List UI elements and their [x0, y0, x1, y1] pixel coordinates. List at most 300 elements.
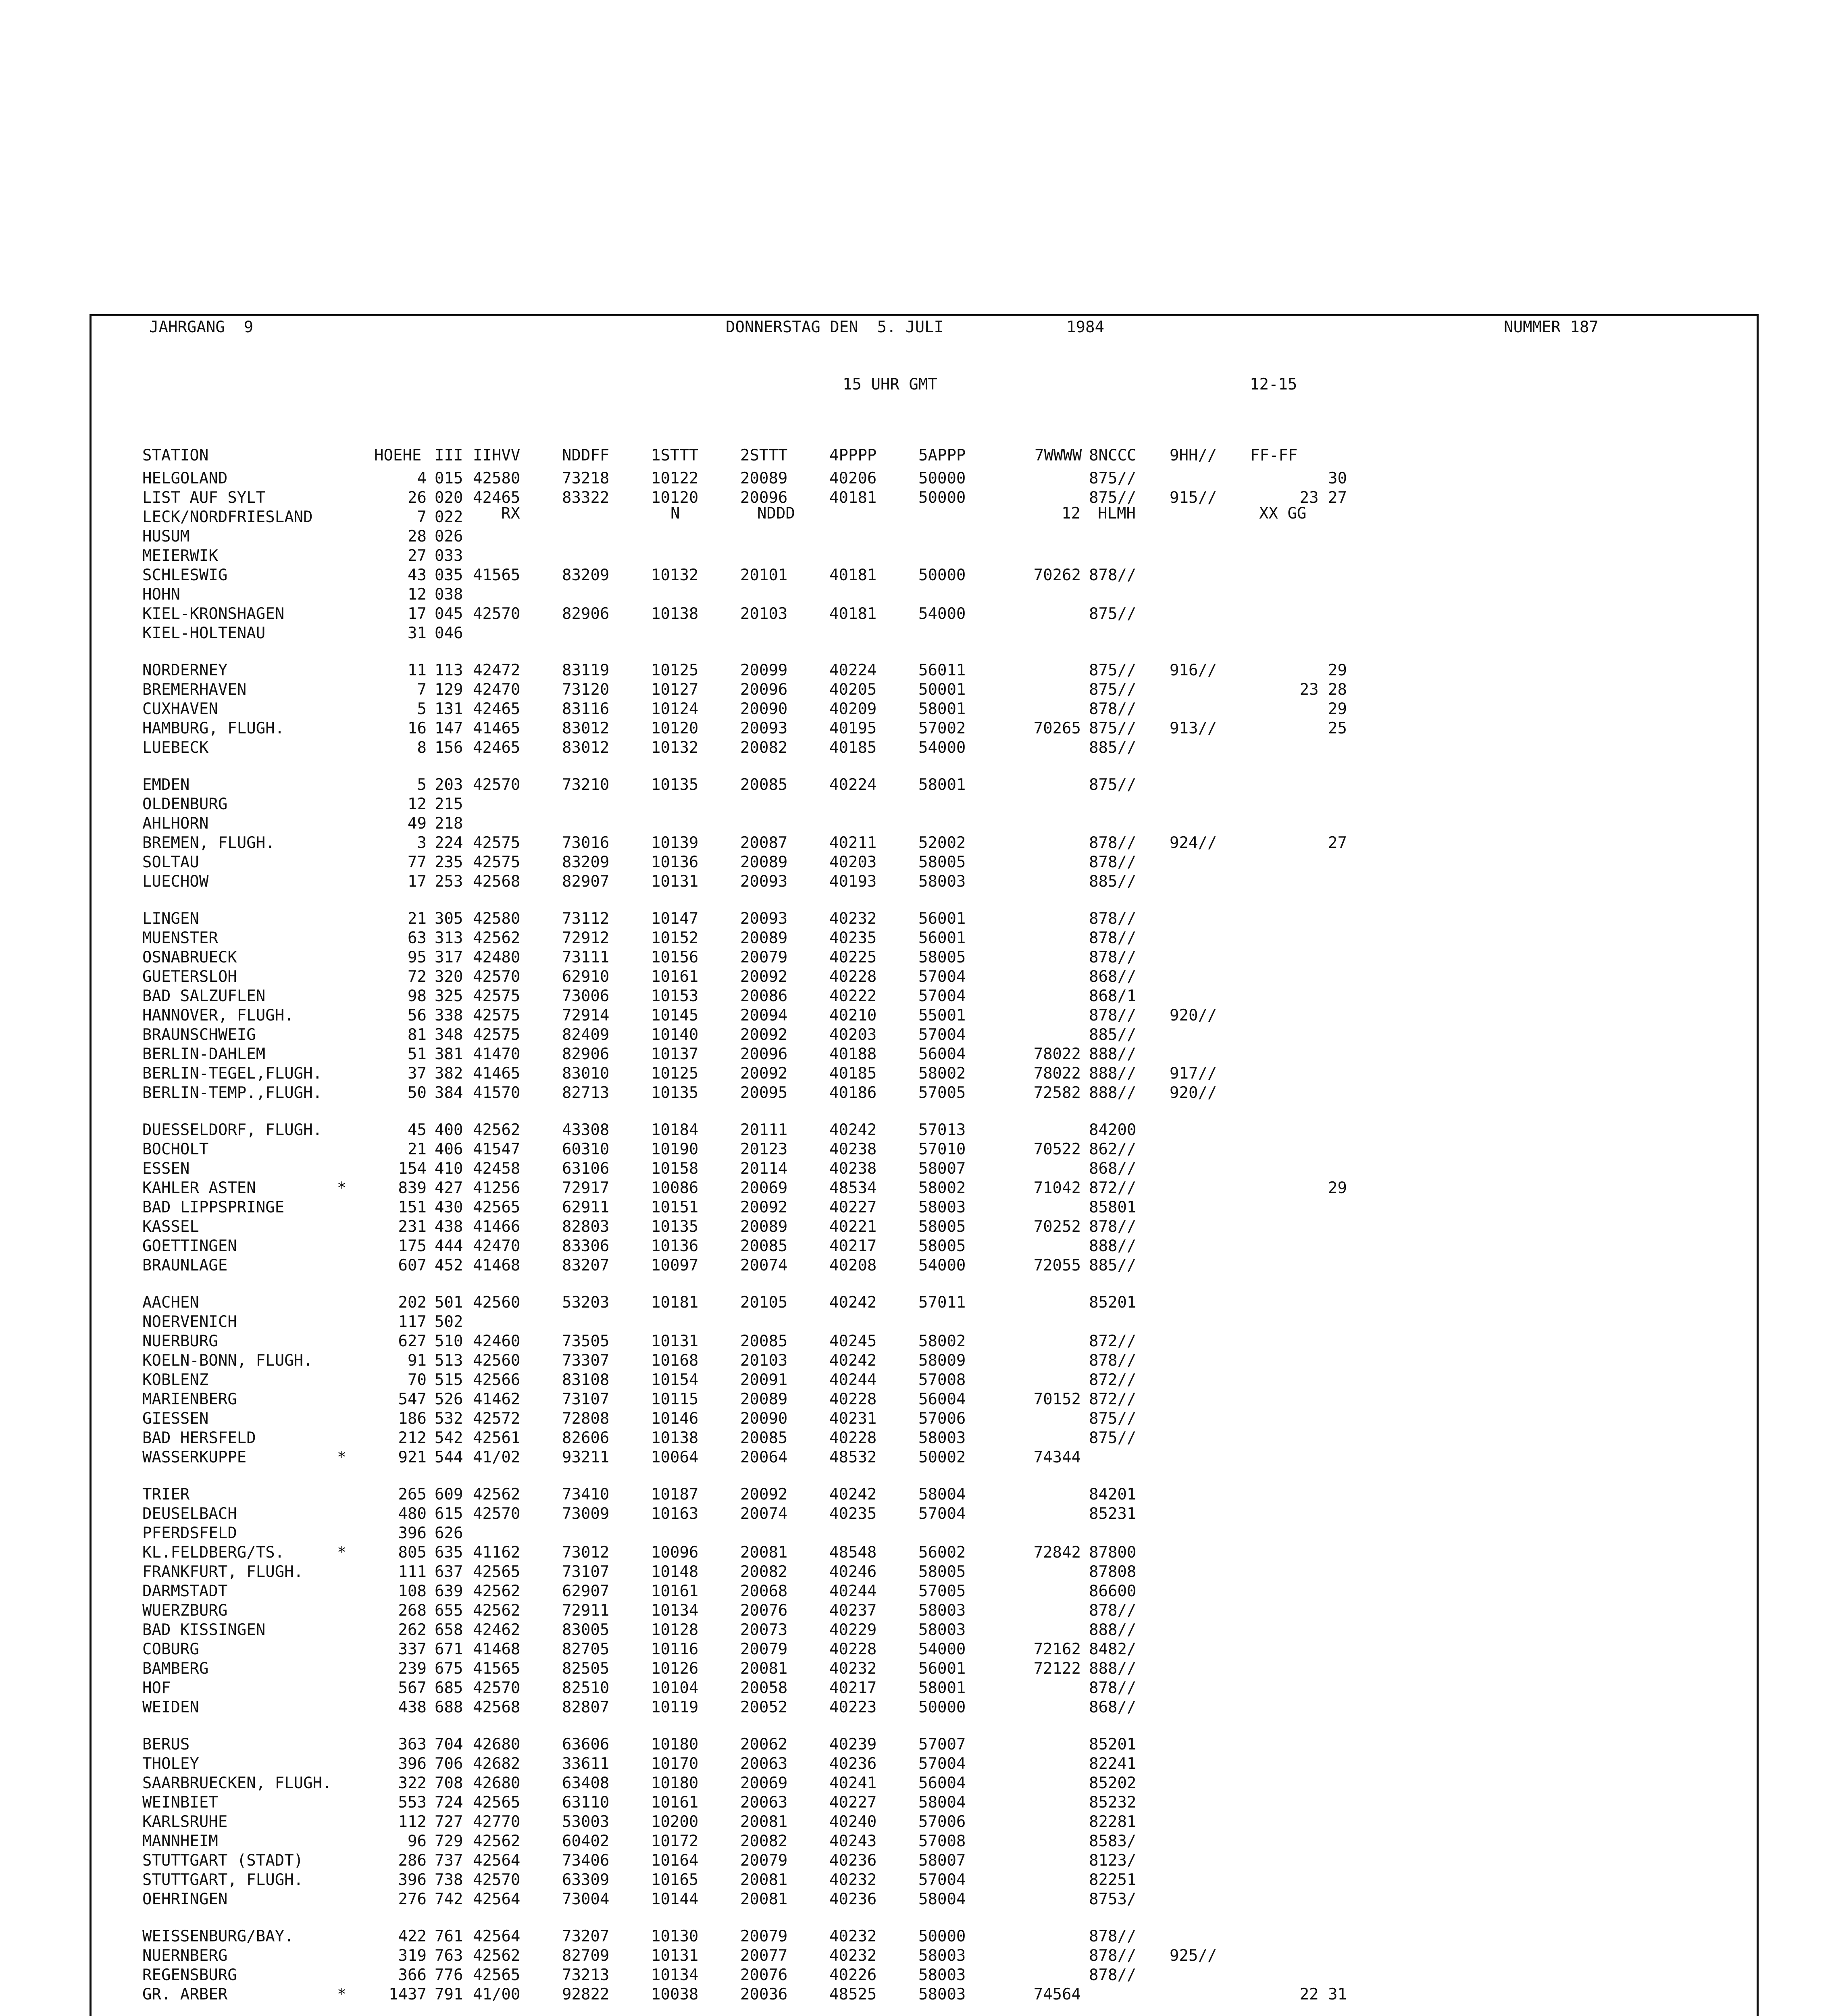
group-9hh: 924//	[1170, 834, 1217, 852]
station-index: 015	[435, 469, 463, 487]
table-row	[142, 1735, 1352, 1754]
station-index: 761	[435, 1927, 463, 1945]
station-height: 151	[398, 1198, 427, 1216]
station-name: NORDERNEY	[142, 661, 228, 679]
group-4pppp: 40205	[829, 681, 877, 699]
group-iihvv: 42470	[473, 1237, 520, 1255]
station-index: 658	[435, 1621, 463, 1639]
group-1sttt: 10151	[651, 1198, 699, 1216]
table-row	[142, 853, 1352, 872]
group-9hh: 917//	[1170, 1064, 1217, 1083]
group-7wwww: 70522	[1033, 1140, 1081, 1158]
group-1sttt: 10038	[651, 1985, 699, 2004]
group-2sttt: 20105	[740, 1293, 788, 1312]
group-iihvv: 42462	[473, 1621, 520, 1639]
station-height: 95	[408, 948, 427, 966]
station-height: 1437	[389, 1985, 427, 2004]
station-index: 384	[435, 1084, 463, 1102]
group-8nccc: 868//	[1089, 1698, 1137, 1716]
group-1sttt: 10161	[651, 1793, 699, 1812]
group-2sttt: 20089	[740, 929, 788, 947]
group-8nccc: 86600	[1089, 1582, 1137, 1600]
group-nddff: 72808	[562, 1410, 610, 1428]
group-iihvv: 41470	[473, 1045, 520, 1063]
station-index: 400	[435, 1121, 463, 1139]
group-4pppp: 40185	[829, 739, 877, 757]
station-name: PFERDSFELD	[142, 1524, 237, 1542]
table-row	[142, 738, 1352, 758]
group-4pppp: 40228	[829, 968, 877, 986]
group-4pppp: 40246	[829, 1563, 877, 1581]
group-5appp: 52002	[918, 834, 966, 852]
station-height: 37	[408, 1064, 427, 1083]
station-name: DARMSTADT	[142, 1582, 228, 1600]
station-name: LUECHOW	[142, 873, 209, 891]
group-1sttt: 10115	[651, 1390, 699, 1408]
group-8nccc: 875//	[1089, 1410, 1137, 1428]
group-iihvv: 42560	[473, 1352, 520, 1370]
group-iihvv: 42570	[473, 1679, 520, 1697]
group-5appp: 50000	[918, 489, 966, 507]
group-nddff: 82803	[562, 1218, 610, 1236]
group-1sttt: 10164	[651, 1851, 699, 1870]
col-nddd: NDDD	[757, 504, 795, 523]
station-index: 671	[435, 1640, 463, 1658]
group-8nccc: 885//	[1089, 873, 1137, 891]
table-row	[142, 872, 1352, 891]
group-1sttt: 10146	[651, 1410, 699, 1428]
table-row	[142, 1159, 1352, 1179]
group-7wwww: 71042	[1033, 1179, 1081, 1197]
group-iihvv: 42682	[473, 1755, 520, 1773]
group-4pppp: 40181	[829, 489, 877, 507]
station-index: 626	[435, 1524, 463, 1542]
group-5appp: 58005	[918, 1563, 966, 1581]
group-5appp: 50001	[918, 681, 966, 699]
group-8nccc: 875//	[1089, 719, 1137, 737]
group-5appp: 57011	[918, 1293, 966, 1312]
group-spacer	[142, 1467, 1352, 1485]
group-2sttt: 20091	[740, 1371, 788, 1389]
group-nddff: 83322	[562, 489, 610, 507]
group-iihvv: 42575	[473, 1026, 520, 1044]
station-name: LUEBECK	[142, 739, 209, 757]
station-height: 28	[408, 527, 427, 546]
group-iihvv: 42465	[473, 739, 520, 757]
table-row	[142, 1448, 1352, 1467]
group-8nccc: 82251	[1089, 1871, 1137, 1889]
station-name: BAD HERSFELD	[142, 1429, 256, 1447]
station-height: 49	[408, 814, 427, 833]
group-nddff: 82510	[562, 1679, 610, 1697]
station-height: 63	[408, 929, 427, 947]
group-5appp: 57004	[918, 1755, 966, 1773]
group-2sttt: 20081	[740, 1543, 788, 1562]
group-4pppp: 40232	[829, 1871, 877, 1889]
station-index: 501	[435, 1293, 463, 1312]
table-row	[142, 795, 1352, 814]
group-1sttt: 10134	[651, 1602, 699, 1620]
table-row	[142, 661, 1352, 680]
group-nddff: 92822	[562, 1985, 610, 2004]
group-1sttt: 10135	[651, 1084, 699, 1102]
col-iii: III	[435, 446, 463, 464]
group-8nccc: 888//	[1089, 1045, 1137, 1063]
station-name: GUETERSLOH	[142, 968, 237, 986]
station-height: 607	[398, 1256, 427, 1275]
col-8nccc: 8NCCC	[1089, 446, 1137, 464]
station-height: 72	[408, 968, 427, 986]
group-2sttt: 20093	[740, 910, 788, 928]
group-5appp: 57008	[918, 1371, 966, 1389]
station-height: 839	[398, 1179, 427, 1197]
group-iihvv: 42575	[473, 834, 520, 852]
group-iihvv: 42564	[473, 1890, 520, 1908]
group-2sttt: 20092	[740, 968, 788, 986]
group-iihvv: 42561	[473, 1429, 520, 1447]
station-index: 113	[435, 661, 463, 679]
col-ff-ff: FF-FF	[1250, 446, 1298, 464]
group-1sttt: 10138	[651, 1429, 699, 1447]
group-5appp: 58003	[918, 1429, 966, 1447]
group-5appp: 55001	[918, 1006, 966, 1025]
table-row	[142, 1582, 1352, 1601]
group-8nccc: 84200	[1089, 1121, 1137, 1139]
group-nddff: 63106	[562, 1160, 610, 1178]
table-row	[142, 1485, 1352, 1504]
station-index: 224	[435, 834, 463, 852]
group-1sttt: 10116	[651, 1640, 699, 1658]
group-4pppp: 40235	[829, 929, 877, 947]
group-spacer	[142, 643, 1352, 661]
group-4pppp: 40211	[829, 834, 877, 852]
group-5appp: 57010	[918, 1140, 966, 1158]
group-2sttt: 20085	[740, 1429, 788, 1447]
station-height: 27	[408, 547, 427, 565]
table-row	[142, 508, 1352, 527]
group-5appp: 56011	[918, 661, 966, 679]
table-row	[142, 1851, 1352, 1870]
group-2sttt: 20123	[740, 1140, 788, 1158]
group-iihvv: 42562	[473, 1947, 520, 1965]
group-4pppp: 40243	[829, 1832, 877, 1850]
group-nddff: 82606	[562, 1429, 610, 1447]
station-height: 363	[398, 1735, 427, 1754]
group-spacer	[142, 758, 1352, 775]
mountain-marker: *	[337, 1985, 347, 2004]
group-spacer	[142, 1717, 1352, 1735]
group-nddff: 62907	[562, 1582, 610, 1600]
group-7wwww: 72842	[1033, 1543, 1081, 1562]
station-name: MUENSTER	[142, 929, 218, 947]
group-iihvv: 42566	[473, 1371, 520, 1389]
group-8nccc: 875//	[1089, 776, 1137, 794]
group-spacer	[142, 891, 1352, 909]
group-1sttt: 10132	[651, 739, 699, 757]
station-height: 81	[408, 1026, 427, 1044]
group-2sttt: 20092	[740, 1064, 788, 1083]
station-name: OEHRINGEN	[142, 1890, 228, 1908]
group-1sttt: 10147	[651, 910, 699, 928]
group-nddff: 63606	[562, 1735, 610, 1754]
station-height: 921	[398, 1448, 427, 1466]
group-1sttt: 10161	[651, 1582, 699, 1600]
group-5appp: 58002	[918, 1179, 966, 1197]
station-index: 381	[435, 1045, 463, 1063]
station-name: TRIER	[142, 1485, 190, 1504]
group-5appp: 58007	[918, 1851, 966, 1870]
group-4pppp: 40235	[829, 1505, 877, 1523]
group-9hh: 915//	[1170, 489, 1217, 507]
station-height: 117	[398, 1313, 427, 1331]
group-9hh: 920//	[1170, 1084, 1217, 1102]
group-2sttt: 20092	[740, 1485, 788, 1504]
table-row	[142, 1812, 1352, 1832]
station-index: 609	[435, 1485, 463, 1504]
group-1sttt: 10131	[651, 1947, 699, 1965]
station-index: 738	[435, 1871, 463, 1889]
group-2sttt: 20090	[740, 700, 788, 718]
group-nddff: 33611	[562, 1755, 610, 1773]
group-iihvv: 42564	[473, 1927, 520, 1945]
group-4pppp: 48548	[829, 1543, 877, 1562]
group-1sttt: 10161	[651, 968, 699, 986]
station-index: 763	[435, 1947, 463, 1965]
group-1sttt: 10132	[651, 566, 699, 584]
table-row	[142, 1256, 1352, 1275]
station-index: 046	[435, 624, 463, 642]
group-5appp: 58009	[918, 1352, 966, 1370]
station-name: DUESSELDORF, FLUGH.	[142, 1121, 323, 1139]
table-row	[142, 1140, 1352, 1159]
table-row	[142, 1927, 1352, 1946]
station-index: 235	[435, 853, 463, 871]
group-7wwww: 70252	[1033, 1218, 1081, 1236]
group-2sttt: 20111	[740, 1121, 788, 1139]
station-height: 262	[398, 1621, 427, 1639]
station-height: 154	[398, 1160, 427, 1178]
station-name: BOCHOLT	[142, 1140, 209, 1158]
group-1sttt: 10135	[651, 776, 699, 794]
table-row	[142, 1870, 1352, 1890]
station-index: 338	[435, 1006, 463, 1025]
group-4pppp: 40238	[829, 1160, 877, 1178]
group-2sttt: 20087	[740, 834, 788, 852]
station-name: COBURG	[142, 1640, 199, 1658]
group-iihvv: 41256	[473, 1179, 520, 1197]
group-4pppp: 40242	[829, 1352, 877, 1370]
group-iihvv: 42562	[473, 1832, 520, 1850]
group-2sttt: 20093	[740, 873, 788, 891]
station-name: WASSERKUPPE	[142, 1448, 247, 1466]
table-row	[142, 1217, 1352, 1237]
station-name: OSNABRUECK	[142, 948, 237, 966]
group-8nccc: 85231	[1089, 1505, 1137, 1523]
station-height: 553	[398, 1793, 427, 1812]
group-4pppp: 40210	[829, 1006, 877, 1025]
group-8nccc: 872//	[1089, 1179, 1137, 1197]
col-station: STATION	[142, 446, 209, 464]
group-nddff: 73410	[562, 1485, 610, 1504]
table-row	[142, 833, 1352, 853]
station-name: WUERZBURG	[142, 1602, 228, 1620]
station-name: STUTTGART, FLUGH.	[142, 1871, 304, 1889]
table-row	[142, 527, 1352, 546]
group-nddff: 83012	[562, 739, 610, 757]
group-5appp: 57013	[918, 1121, 966, 1139]
station-name: ESSEN	[142, 1160, 190, 1178]
group-5appp: 58005	[918, 948, 966, 966]
group-1sttt: 10131	[651, 873, 699, 891]
group-nddff: 53003	[562, 1813, 610, 1831]
group-8nccc: 878//	[1089, 1602, 1137, 1620]
group-iihvv: 42564	[473, 1851, 520, 1870]
group-2sttt: 20058	[740, 1679, 788, 1697]
group-8nccc: 8123/	[1089, 1851, 1137, 1870]
group-iihvv: 41162	[473, 1543, 520, 1562]
group-5appp: 58004	[918, 1793, 966, 1812]
station-height: 805	[398, 1543, 427, 1562]
group-2sttt: 20082	[740, 1832, 788, 1850]
group-8nccc: 878//	[1089, 1966, 1137, 1984]
group-2sttt: 20086	[740, 987, 788, 1005]
group-1sttt: 10104	[651, 1679, 699, 1697]
table-row	[142, 948, 1352, 967]
station-name: BAD LIPPSPRINGE	[142, 1198, 285, 1216]
group-8nccc: 82241	[1089, 1755, 1137, 1773]
station-name: HELGOLAND	[142, 469, 228, 487]
group-iihvv: 42562	[473, 1485, 520, 1504]
year-label: 1984	[1066, 318, 1104, 336]
group-4pppp: 40232	[829, 1947, 877, 1965]
station-name: AACHEN	[142, 1293, 199, 1312]
station-index: 305	[435, 910, 463, 928]
station-index: 544	[435, 1448, 463, 1466]
group-4pppp: 48525	[829, 1985, 877, 2004]
group-8nccc: 872//	[1089, 1390, 1137, 1408]
station-height: 3	[417, 834, 427, 852]
group-iihvv: 41565	[473, 1660, 520, 1678]
group-1sttt: 10128	[651, 1621, 699, 1639]
table-row	[142, 1524, 1352, 1543]
group-1sttt: 10180	[651, 1774, 699, 1792]
group-8nccc: 8753/	[1089, 1890, 1137, 1908]
station-index: 742	[435, 1890, 463, 1908]
table-row	[142, 488, 1352, 508]
group-4pppp: 40242	[829, 1121, 877, 1139]
table-row	[142, 1312, 1352, 1332]
group-1sttt: 10086	[651, 1179, 699, 1197]
table-row	[142, 1409, 1352, 1429]
group-5appp: 57005	[918, 1084, 966, 1102]
station-index: 515	[435, 1371, 463, 1389]
group-nddff: 82505	[562, 1660, 610, 1678]
station-index: 253	[435, 873, 463, 891]
group-4pppp: 40217	[829, 1679, 877, 1697]
station-index: 313	[435, 929, 463, 947]
table-row	[142, 1620, 1352, 1640]
col-rx: RX	[501, 504, 520, 523]
station-name: BRAUNSCHWEIG	[142, 1026, 256, 1044]
table-row	[142, 1774, 1352, 1793]
group-4pppp: 40232	[829, 1660, 877, 1678]
group-2sttt: 20114	[740, 1160, 788, 1178]
group-9hh: 920//	[1170, 1006, 1217, 1025]
group-2sttt: 20073	[740, 1621, 788, 1639]
col-2sttt: 2STTT	[740, 446, 788, 464]
group-9hh: 916//	[1170, 661, 1217, 679]
group-spacer	[142, 2004, 1352, 2016]
group-4pppp: 40221	[829, 1218, 877, 1236]
station-height: 5	[417, 700, 427, 718]
group-2sttt: 20095	[740, 1084, 788, 1102]
group-5appp: 54000	[918, 1256, 966, 1275]
table-row	[142, 1793, 1352, 1812]
group-nddff: 83207	[562, 1256, 610, 1275]
station-name: KOBLENZ	[142, 1371, 209, 1389]
group-8nccc: 878//	[1089, 700, 1137, 718]
station-name: LIST AUF SYLT	[142, 489, 266, 507]
group-iihvv: 42575	[473, 987, 520, 1005]
group-2sttt: 20103	[740, 605, 788, 623]
group-5appp: 56004	[918, 1774, 966, 1792]
group-4pppp: 40188	[829, 1045, 877, 1063]
group-nddff: 73107	[562, 1390, 610, 1408]
group-2sttt: 20092	[740, 1198, 788, 1216]
group-iihvv: 42562	[473, 1121, 520, 1139]
station-height: 396	[398, 1871, 427, 1889]
group-2sttt: 20074	[740, 1505, 788, 1523]
group-4pppp: 40231	[829, 1410, 877, 1428]
group-1sttt: 10125	[651, 661, 699, 679]
group-1sttt: 10136	[651, 1237, 699, 1255]
group-4pppp: 40244	[829, 1582, 877, 1600]
group-iihvv: 42570	[473, 1871, 520, 1889]
group-1sttt: 10125	[651, 1064, 699, 1083]
group-nddff: 62910	[562, 968, 610, 986]
station-name: GIESSEN	[142, 1410, 209, 1428]
station-height: 7	[417, 508, 427, 526]
group-1sttt: 10120	[651, 719, 699, 737]
table-row	[142, 1946, 1352, 1966]
group-1sttt: 10138	[651, 605, 699, 623]
table-row	[142, 1832, 1352, 1851]
group-4pppp: 40206	[829, 469, 877, 487]
station-name: BERLIN-TEMP.,FLUGH.	[142, 1084, 323, 1102]
group-5appp: 58003	[918, 1198, 966, 1216]
group-nddff: 83116	[562, 700, 610, 718]
station-name: GR. ARBER	[142, 1985, 228, 2004]
group-4pppp: 40181	[829, 605, 877, 623]
station-height: 21	[408, 1140, 427, 1158]
group-8nccc: 878//	[1089, 910, 1137, 928]
group-8nccc: 868//	[1089, 1160, 1137, 1178]
group-ff: 23 28	[1299, 681, 1347, 699]
group-5appp: 50000	[918, 1698, 966, 1716]
group-8nccc: 872//	[1089, 1371, 1137, 1389]
station-height: 202	[398, 1293, 427, 1312]
station-index: 729	[435, 1832, 463, 1850]
group-iihvv: 41570	[473, 1084, 520, 1102]
group-4pppp: 40242	[829, 1485, 877, 1504]
group-1sttt: 10200	[651, 1813, 699, 1831]
station-height: 438	[398, 1698, 427, 1716]
station-name: REGENSBURG	[142, 1966, 237, 1984]
station-name: BAD KISSINGEN	[142, 1621, 266, 1639]
station-height: 16	[408, 719, 427, 737]
station-height: 186	[398, 1410, 427, 1428]
table-row	[142, 1543, 1352, 1562]
